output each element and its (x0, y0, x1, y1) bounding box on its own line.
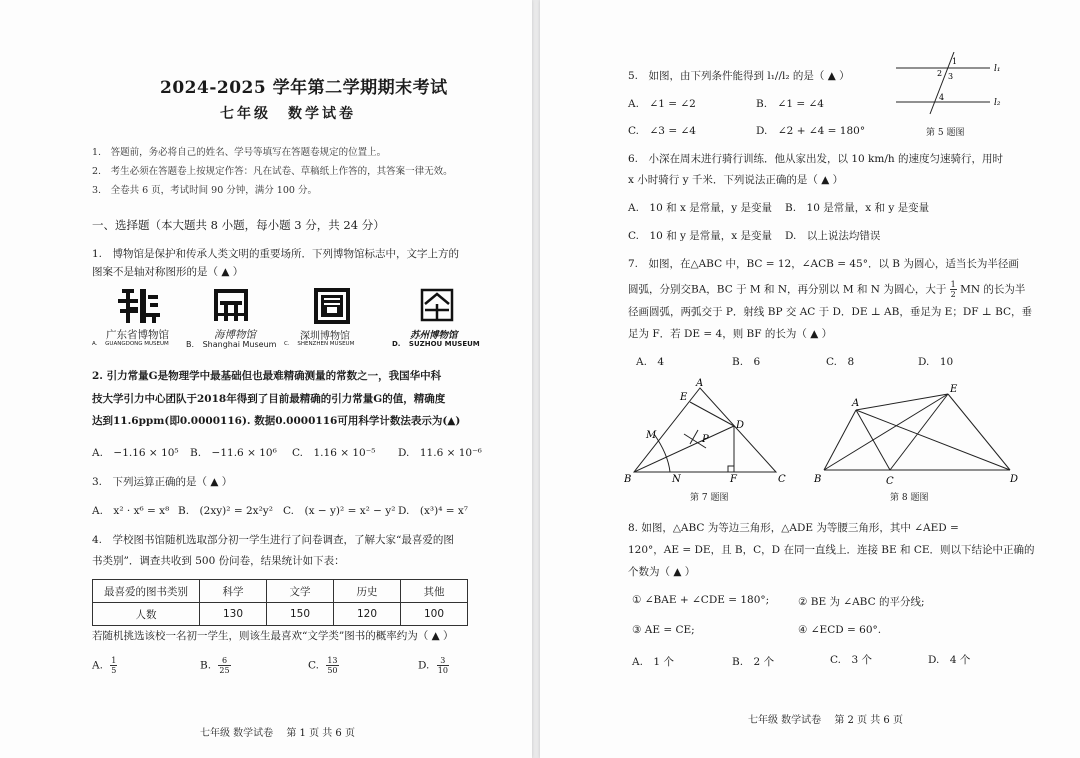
logo-option-c[interactable] (284, 287, 384, 349)
book-category-table (92, 579, 468, 626)
q4-d-num: 3 (437, 656, 449, 666)
q2-option-c[interactable]: C. 1.16 × 10⁻⁵ (292, 447, 376, 459)
q4-b-den: 25 (219, 666, 230, 675)
exam-subtitle: 七年级 数学试卷 (220, 106, 356, 122)
logo-option-a[interactable] (92, 287, 195, 349)
q6-option-d[interactable]: D. 以上说法均错误 (785, 230, 881, 242)
logo-c-letter: C. (284, 341, 290, 347)
q7-line4: 足为 F．若 DE = 4，则 BF 的长为（ ▲ ） (628, 328, 833, 340)
q8-option-b[interactable]: B. 2 个 (732, 656, 775, 668)
angle-3: 3 (948, 72, 954, 81)
table-cell: 130 (200, 603, 267, 626)
q8-pt-C: C (886, 476, 894, 487)
q7-option-c[interactable]: C. 8 (826, 356, 855, 368)
table-row (93, 603, 468, 626)
q4-option-a-letter: A. (92, 659, 103, 672)
logo-option-d[interactable] (392, 287, 492, 349)
q3-option-b[interactable]: B. (2xy)² = 2x²y² (178, 505, 273, 517)
q2-option-b[interactable]: B. −11.6 × 10⁶ (190, 447, 277, 459)
logo-a-english: GUANGDONG MUSEUM (105, 341, 169, 347)
pt-P: P (702, 434, 709, 445)
logo-a-letter-row (92, 341, 169, 347)
q7-line3: 径画圆弧，两弧交于 P．射线 BP 交 AC 于 D．DE ⊥ AB，垂足为 E；DF ⊥ BC，垂 (628, 306, 1033, 318)
q6-line1: 6. 小深在周末进行骑行训练．他从家出发，以 10 km/h 的速度匀速骑行，用时 (628, 153, 1004, 165)
q4-option-d-letter: D. (418, 659, 430, 672)
q3-stem: 3. 下列运算正确的是（ ▲ ） (92, 476, 233, 488)
q8-statement-1: ① ∠BAE + ∠CDE = 180°; (632, 594, 770, 606)
logo-b-caption: 海博物馆 (214, 329, 256, 341)
q5-stem: 5. 如图，由下列条件能得到 l₁//l₂ 的是（ ▲ ） (628, 70, 850, 82)
q4-a-den: 5 (111, 666, 117, 675)
suzhou-museum-logo-icon (392, 287, 492, 327)
q2-line2: 技大学引力中心团队于2018年得到了目前最精确的引力常量G的值，精确度 (92, 393, 446, 405)
q4-option-b[interactable] (200, 656, 231, 675)
q6-line2: x 小时骑行 y 千米．下列说法正确的是（ ▲ ） (628, 174, 844, 186)
q6-option-a[interactable]: A. 10 和 x 是常量，y 是变量 (628, 202, 772, 214)
q4-option-c[interactable] (308, 656, 339, 675)
q8-caption: 第 8 题图 (890, 493, 929, 503)
logo-option-b[interactable] (186, 287, 276, 349)
q7-caption: 第 7 题图 (690, 493, 729, 503)
note-1: 1. 答题前，务必将自己的姓名、学号等填写在答题卷规定的位置上。 (92, 147, 387, 158)
q2-line3: 达到11.6ppm(即0.0000116). 数据0.0000116可用科学计数法表示为(▲) (92, 415, 461, 427)
q8-option-c[interactable]: C. 3 个 (830, 654, 873, 666)
q4-c-num: 13 (327, 656, 338, 665)
q4-b-num: 6 (218, 656, 230, 666)
table-cell: 150 (267, 603, 334, 626)
logo-b-letter-row (186, 340, 276, 349)
q4-option-b-letter: B. (200, 659, 212, 672)
q3-option-c[interactable]: C. (x − y)² = x² − y² (283, 505, 396, 517)
table-cell: 最喜爱的图书类别 (93, 580, 200, 603)
table-cell: 其他 (401, 580, 468, 603)
q5-option-a[interactable]: A. ∠1 = ∠2 (628, 98, 696, 110)
table-cell: 文学 (267, 580, 334, 603)
q8-statement-3: ③ AE = CE; (632, 624, 695, 636)
section-heading: 一、选择题（本大题共 8 小题，每小题 3 分，共 24 分） (92, 218, 385, 232)
logo-c-letter-row (284, 341, 354, 347)
q3-option-a[interactable]: A. x² · x⁶ = x⁸ (92, 505, 170, 517)
q8-statement-4: ④ ∠ECD = 60°. (798, 624, 882, 636)
table-header-row (93, 580, 468, 603)
note-3: 3. 全卷共 6 页，考试时间 90 分钟，满分 100 分。 (92, 185, 317, 196)
q7-line2: 圆弧，分别交BA，BC 于 M 和 N，再分别以 M 和 N 为圆心，大于 (628, 283, 947, 296)
page-1-footer: 七年级 数学试卷 第 1 页 共 6 页 (200, 728, 355, 739)
q2-option-d[interactable]: D. 11.6 × 10⁻⁶ (398, 447, 482, 459)
q7-line1: 7. 如图，在△ABC 中，BC = 12，∠ACB = 45°．以 B 为圆心，适当长为半径画 (628, 258, 1019, 270)
q8-pt-A: A (852, 398, 860, 409)
q1-line2: 图案不是轴对称图形的是（ ▲ ） (92, 266, 244, 278)
q5-option-b[interactable]: B. ∠1 = ∠4 (756, 98, 824, 110)
note-2: 2. 考生必须在答题卷上按规定作答：凡在试卷、草稿纸上作答的，其答案一律无效。 (92, 166, 453, 177)
q4-option-c-letter: C. (308, 659, 319, 672)
logo-d-letter-row (392, 340, 480, 348)
logo-b-letter: B. (186, 340, 195, 349)
q7-half-num: 1 (950, 280, 956, 289)
exam-page-1 (0, 0, 532, 758)
table-cell: 120 (334, 603, 401, 626)
guangdong-museum-logo-icon (92, 287, 192, 327)
q1-line1: 1. 博物馆是保护和传承人类文明的重要场所．下列博物馆标志中，文字上方的 (92, 248, 460, 260)
q4-after: 若随机挑选该校一名初一学生，则该生最喜欢“文学类”图书的概率约为（ ▲ ） (92, 630, 454, 642)
q5-option-d[interactable]: D. ∠2 + ∠4 = 180° (756, 125, 866, 137)
q2-line1: 2. 引力常量G是物理学中最基础但也最难精确测量的常数之一，我国华中科 (92, 370, 442, 382)
q4-option-d[interactable] (418, 656, 449, 675)
pt-B: B (624, 474, 632, 485)
q4-line2: 书类别”．调查共收到 500 份问卷，结果统计如下表： (92, 555, 345, 567)
logo-d-english: SUZHOU MUSEUM (408, 340, 480, 348)
table-cell: 100 (401, 603, 468, 626)
q6-option-c[interactable]: C. 10 和 y 是常量，x 是变量 (628, 230, 773, 242)
pt-D: D (736, 420, 745, 431)
q4-c-den: 50 (327, 666, 338, 675)
shenzhen-museum-logo-icon (284, 287, 384, 327)
q8-pt-D: D (1010, 474, 1019, 485)
pt-C: C (778, 474, 786, 485)
q7-option-d[interactable]: D. 10 (918, 356, 954, 368)
label-l2: l₂ (994, 98, 1001, 108)
transversal (930, 52, 954, 114)
pt-N: N (672, 474, 681, 485)
logo-b-english: Shanghai Museum (202, 340, 277, 349)
q8-statement-2: ② BE 为 ∠ABC 的平分线; (798, 596, 925, 608)
q8-line2: 120°，AE = DE，且 B，C，D 在同一直线上．连接 BE 和 CE．则以下结论中正确的 (628, 544, 1035, 556)
q7-line2-row (628, 280, 1025, 299)
logo-d-caption: 苏州博物馆 (410, 330, 458, 341)
pt-F: F (730, 474, 737, 485)
q3-option-d[interactable]: D. (x³)⁴ = x⁷ (398, 505, 469, 517)
q5-caption: 第 5 题图 (926, 128, 965, 138)
label-l1: l₁ (994, 64, 1001, 74)
q7-half-den: 2 (950, 290, 956, 299)
q5-option-c[interactable]: C. ∠3 = ∠4 (628, 125, 696, 137)
q2-option-a[interactable]: A. −1.16 × 10⁵ (92, 447, 179, 459)
logo-c-english: SHENZHEN MUSEUM (297, 341, 355, 347)
angle-1: 1 (952, 57, 958, 66)
q7-option-b[interactable]: B. 6 (732, 356, 761, 368)
q7-line2b: MN 的长为半 (960, 283, 1026, 296)
q4-d-den: 10 (437, 666, 448, 675)
table-cell: 历史 (334, 580, 401, 603)
pt-M: M (646, 430, 657, 441)
shanghai-museum-logo-icon (186, 287, 276, 327)
logo-d-letter: D. (392, 340, 401, 348)
q8-line1: 8. 如图，△ABC 为等边三角形，△ADE 为等腰三角形，其中 ∠AED = (628, 522, 959, 534)
table-cell: 人数 (93, 603, 200, 626)
page-2-footer: 七年级 数学试卷 第 2 页 共 6 页 (748, 715, 903, 726)
pt-E: E (680, 392, 688, 403)
q4-line1: 4. 学校图书馆随机选取部分初一学生进行了问卷调查，了解大家“最喜爱的图 (92, 534, 454, 546)
exam-page-2 (540, 0, 1080, 758)
pt-A: A (696, 378, 704, 389)
q7-option-a[interactable]: A. 4 (636, 356, 665, 368)
q8-option-a[interactable]: A. 1 个 (632, 656, 674, 668)
angle-2: 2 (937, 69, 943, 78)
q7-figure (624, 376, 796, 488)
exam-title: 2024-2025 学年第二学期期末考试 (160, 78, 448, 98)
q5-figure (892, 52, 1010, 116)
q8-option-d[interactable]: D. 4 个 (928, 654, 971, 666)
table-cell: 科学 (200, 580, 267, 603)
logo-c-caption: 深圳博物馆 (300, 331, 350, 342)
logo-a-letter: A. (92, 341, 98, 347)
q8-figure (812, 380, 1022, 488)
q4-option-a[interactable] (92, 656, 117, 675)
q8-line3: 个数为（ ▲ ） (628, 566, 696, 578)
logo-a-caption: 广东省博物馆 (106, 329, 169, 341)
angle-4: 4 (939, 93, 945, 102)
q4-a-num: 1 (111, 656, 117, 665)
q8-pt-E: E (950, 384, 958, 395)
q8-pt-B: B (814, 474, 822, 485)
q6-option-b[interactable]: B. 10 是常量，x 和 y 是变量 (785, 202, 930, 214)
